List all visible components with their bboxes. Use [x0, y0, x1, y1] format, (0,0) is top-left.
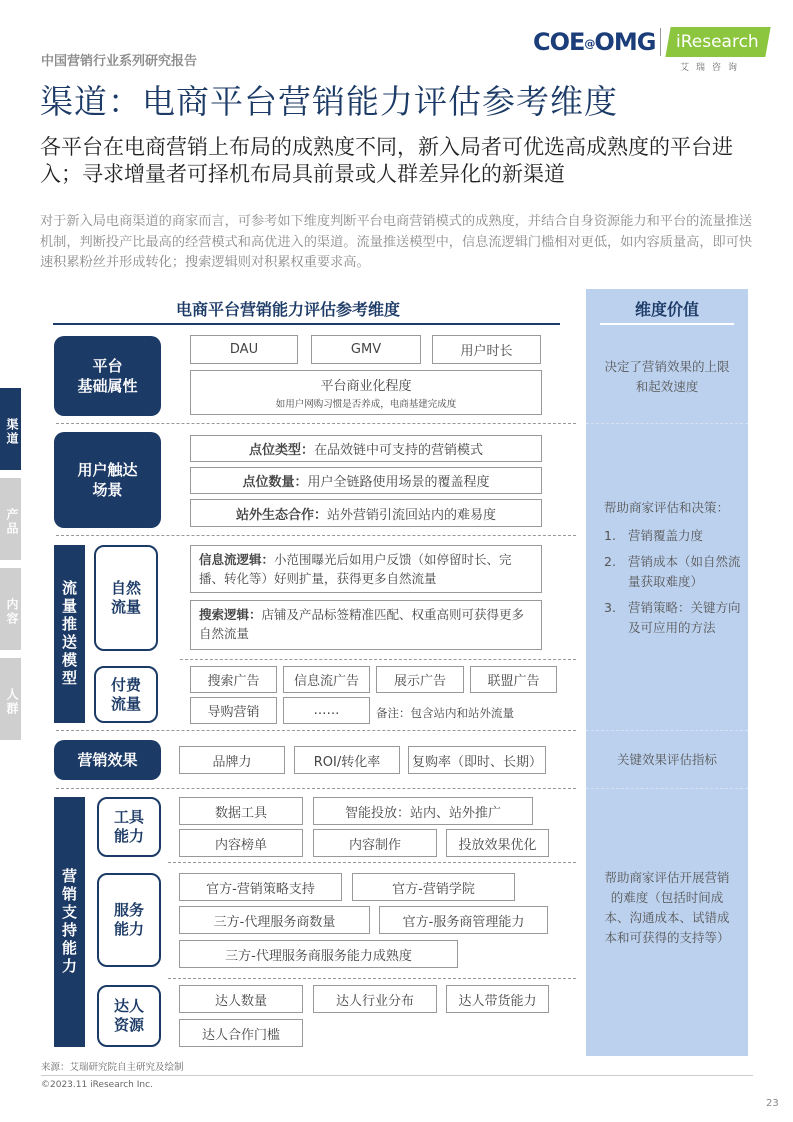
commercialization-box: [190, 370, 542, 415]
logo-divider: [660, 28, 661, 56]
table-title-underline: [53, 323, 560, 325]
smart-delivery-box: 智能投放：站内、站外推广: [313, 797, 533, 825]
agency-maturity-box: 三方-代理服务商服务能力成熟度: [179, 940, 458, 968]
footer-divider: [41, 1075, 753, 1076]
platform-attributes-label: 平台 基础属性: [54, 336, 161, 416]
side-tab-content[interactable]: 内容: [0, 568, 21, 650]
service-capability-label: 服务 能力: [97, 873, 161, 967]
user-time-box: 用户时长: [432, 335, 541, 364]
touch-point-count: 点位数量： 用户全链路使用场景的覆盖程度: [190, 467, 542, 494]
side-tab-product[interactable]: 产品: [0, 478, 21, 560]
middle-value-item: 3. 营销策略：关键方向及可应用的方法: [604, 600, 741, 635]
page-subtitle: 各平台在电商营销上布局的成熟度不同，新入局者可优选高成熟度的平台进入；寻求增量者可择机布局具前景或人群差异化的新渠道: [40, 135, 733, 186]
row-divider: [168, 978, 576, 979]
paid-traffic-label: 付费 流量: [94, 666, 158, 723]
delivery-optimization-box: 投放效果优化: [446, 829, 549, 857]
kol-resource-label: 达人 资源: [97, 985, 161, 1047]
tool-capability-label: 工具 能力: [97, 797, 161, 857]
user-touch-label: 用户触达 场景: [54, 432, 161, 528]
roi-box: ROI/转化率: [294, 746, 400, 774]
data-tools-box: 数据工具: [179, 797, 303, 825]
middle-value-list: [604, 498, 744, 638]
display-ads-box: 展示广告: [376, 666, 464, 693]
row-divider: [56, 423, 576, 424]
marketing-effect-label: 营销效果: [54, 740, 161, 780]
affiliate-ads-box: 联盟广告: [470, 666, 557, 693]
kol-sales-box: 达人带货能力: [446, 985, 549, 1013]
middle-value-item: 1. 营销覆盖力度: [604, 528, 704, 543]
content-production-box: 内容制作: [313, 829, 437, 857]
middle-value-intro: 帮助商家评估和决策：: [604, 500, 730, 515]
feed-ads-box: 信息流广告: [283, 666, 370, 693]
coe-omg-logo: COE@OMG: [533, 28, 656, 56]
search-logic-box: 搜索逻辑：店铺及产品标签精准匹配、权重高则可获得更多自然流量: [190, 600, 542, 650]
traffic-model-label: 流量推送模型: [54, 545, 85, 723]
agency-management-box: 官方-服务商管理能力: [379, 906, 548, 934]
side-tab-channel[interactable]: 渠道: [0, 388, 21, 470]
value-column-title: 维度价值: [634, 300, 699, 319]
marketing-support-label: 营销支持能力: [54, 797, 85, 1047]
intro-paragraph: 对于新入局电商渠道的商家而言，可参考如下维度判断平台电商营销模式的成熟度，并结合自身资源能力和平台的流量推送机制，判断投产比最高的经营模式和高优进入的渠道。流量推送模型中，信息流逻辑门槛相对更低，如内容质量高，即可快速积累粉丝并形成转化；搜索逻辑则对积累权重要求高。: [40, 214, 753, 270]
content-ranking-box: 内容榜单: [179, 829, 303, 857]
official-strategy-box: 官方-营销策略支持: [179, 873, 342, 901]
side-tab-audience[interactable]: 人群: [0, 658, 21, 740]
row-divider: [586, 423, 748, 424]
iresearch-logo-subtitle: 艾瑞咨询: [680, 63, 745, 73]
shopping-guide-box: 导购营销: [190, 697, 277, 724]
row-divider: [586, 788, 748, 789]
page-title: 渠道：电商平台营销能力评估参考维度: [40, 82, 618, 121]
paid-traffic-note: 备注：包含站内和站外流量: [376, 706, 514, 720]
row-divider: [180, 659, 576, 660]
row-divider: [168, 862, 576, 863]
row-divider: [586, 730, 748, 731]
dau-box: DAU: [190, 335, 298, 364]
iresearch-logo: iResearch: [665, 27, 770, 57]
official-academy-box: 官方-营销学院: [352, 873, 515, 901]
value-title-underline: [600, 323, 734, 325]
support-value-text: 帮助商家评估开展营销的难度（包括时间成本、沟通成本、试错成本和可获得的支持等）: [604, 870, 730, 945]
kol-count-box: 达人数量: [179, 985, 303, 1013]
ellipsis-box: ……: [283, 697, 370, 724]
effect-value-text: 关键效果评估指标: [616, 752, 717, 767]
agency-count-box: 三方-代理服务商数量: [179, 906, 370, 934]
copyright: ©2023.11 iResearch Inc.: [41, 1080, 153, 1090]
report-series: 中国营销行业系列研究报告: [41, 54, 198, 69]
gmv-box: GMV: [311, 335, 421, 364]
feed-logic-box: 信息流逻辑：小范围曝光后如用户反馈（如停留时长、完播、转化等）好则扩量，获得更多自然流量: [190, 545, 542, 593]
page-number: 23: [766, 1098, 779, 1109]
row-divider: [56, 730, 576, 731]
middle-value-item: 2. 营销成本（如自然流量获取难度）: [604, 554, 741, 589]
touch-offsite-cooperation: 站外生态合作： 站外营销引流回站内的难易度: [190, 499, 542, 527]
row-divider: [56, 788, 576, 789]
repurchase-box: 复购率（即时、长期）: [408, 746, 546, 774]
search-ads-box: 搜索广告: [190, 666, 277, 693]
brand-power-box: 品牌力: [179, 746, 285, 774]
row-divider: [56, 535, 576, 536]
commercialization-note: 如用户网购习惯是否养成，电商基建完成度: [275, 399, 457, 410]
kol-industry-box: 达人行业分布: [313, 985, 437, 1013]
source-note: 来源：艾瑞研究院自主研究及绘制: [41, 1062, 184, 1073]
kol-threshold-box: 达人合作门槛: [179, 1019, 303, 1047]
commercialization-label: 平台商业化程度: [320, 379, 412, 394]
table-title: 电商平台营销能力评估参考维度: [176, 300, 401, 319]
platform-value-text: 决定了营销效果的上限和起效速度: [604, 359, 730, 394]
natural-traffic-label: 自然 流量: [94, 545, 158, 651]
touch-point-type: 点位类型： 在品效链中可支持的营销模式: [190, 435, 542, 462]
